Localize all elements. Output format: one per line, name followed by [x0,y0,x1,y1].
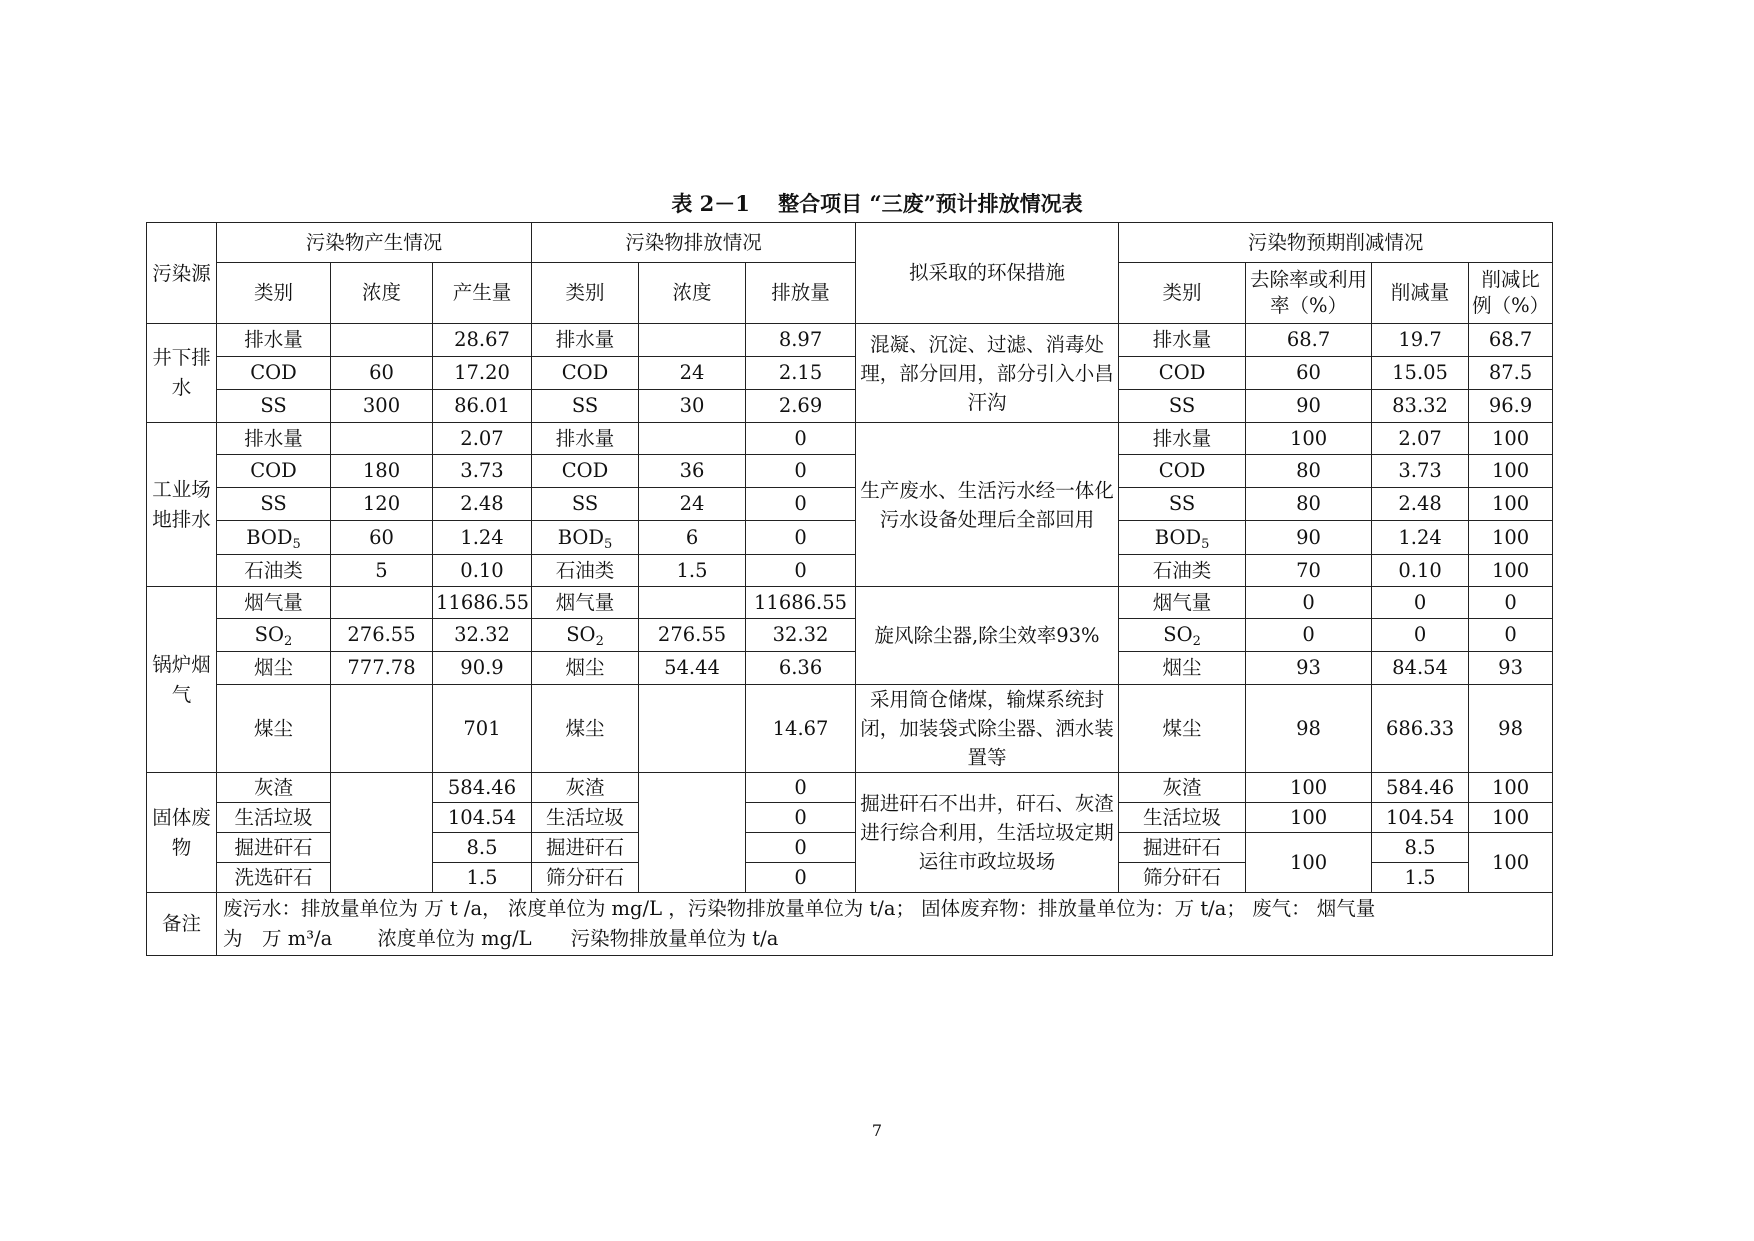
cell: 32.32 [746,619,856,652]
cell: 100 [1469,773,1553,803]
page-number: 7 [871,1121,883,1140]
cell: 1.5 [433,863,532,893]
cell: 104.54 [433,803,532,833]
table-row [147,423,1553,455]
cell [639,324,746,357]
table-row [147,773,1553,803]
cell: 100 [1469,423,1553,455]
emissions-table [146,222,1553,956]
cell-empty [331,773,433,893]
cell: 掘进矸石 [532,833,639,863]
cell: 1.5 [639,555,746,587]
cell: 100 [1469,555,1553,587]
cell: 120 [331,488,433,521]
cell: 93 [1246,652,1372,685]
cell: 排水量 [532,324,639,357]
cell: 煤尘 [217,685,331,773]
cell: 14.67 [746,685,856,773]
remarks-line: 为 万 m³/a 浓度单位为 mg/L 污染物排放量单位为 t/a [223,927,779,950]
measure-industrial: 生产废水、生活污水经一体化污水设备处理后全部回用 [856,423,1119,587]
cell: 68.7 [1246,324,1372,357]
cell: 2.48 [1372,488,1469,521]
table-row [147,455,1553,488]
cell: 排水量 [1119,324,1246,357]
cell: 生活垃圾 [217,803,331,833]
cell: 90 [1246,390,1372,423]
header-reduction-ratio: 削减比例（%） [1469,263,1553,324]
cell: 80 [1246,488,1372,521]
cell: 300 [331,390,433,423]
cell: 276.55 [331,619,433,652]
cell: 煤尘 [1119,685,1246,773]
cell: SS [532,488,639,521]
header-reduction-group: 污染物预期削减情况 [1119,223,1553,263]
cell: 0 [1246,619,1372,652]
cell: 0.10 [433,555,532,587]
header-type: 类别 [532,263,639,324]
cell: 84.54 [1372,652,1469,685]
header-emission-group: 污染物排放情况 [532,223,856,263]
cell: 掘进矸石 [1119,833,1246,863]
cell: 11686.55 [433,587,532,619]
cell: 87.5 [1469,357,1553,390]
cell: 0 [746,423,856,455]
cell: 83.32 [1372,390,1469,423]
remarks-line: 废污水：排放量单位为 万 t /a， 浓度单位为 mg/L ，污染物排放量单位为 t/a； 固体废弃物：排放量单位为：万 t/a； 废气： 烟气量 [223,897,1376,920]
measure-coal-storage: 采用筒仓储煤，输煤系统封闭，加装袋式除尘器、洒水装置等 [856,685,1119,773]
cell: SS [532,390,639,423]
cell: 8.5 [433,833,532,863]
cell: 8.5 [1372,833,1469,863]
cell: 筛分矸石 [1119,863,1246,893]
cell: 15.05 [1372,357,1469,390]
cell [331,587,433,619]
cell: 36 [639,455,746,488]
table-row [147,488,1553,521]
cell: 石油类 [1119,555,1246,587]
cell: 0 [746,803,856,833]
cell: 701 [433,685,532,773]
cell [639,423,746,455]
table-row [147,619,1553,652]
header-concentration: 浓度 [639,263,746,324]
header-row [147,223,1553,263]
cell: 6.36 [746,652,856,685]
cell: 筛分矸石 [532,863,639,893]
cell: 石油类 [532,555,639,587]
cell: 洗选矸石 [217,863,331,893]
cell: COD [532,357,639,390]
cell: 煤尘 [532,685,639,773]
header-type: 类别 [217,263,331,324]
cell: 86.01 [433,390,532,423]
cell: 烟尘 [217,652,331,685]
cell: 0 [746,521,856,555]
table-row [147,587,1553,619]
cell [331,685,433,773]
cell: 584.46 [1372,773,1469,803]
measure-solid: 掘进矸石不出井，矸石、灰渣进行综合利用，生活垃圾定期运往市政垃圾场 [856,773,1119,893]
table-row [147,555,1553,587]
cell: 0 [1372,587,1469,619]
cell: COD [217,455,331,488]
cell: 24 [639,357,746,390]
cell: 100 [1469,833,1553,893]
cell: COD [217,357,331,390]
cell: 0 [746,455,856,488]
cell: 1.24 [433,521,532,555]
cell: 104.54 [1372,803,1469,833]
cell: 96.9 [1469,390,1553,423]
cell: 90 [1246,521,1372,555]
cell: 30 [639,390,746,423]
header-production-group: 污染物产生情况 [217,223,532,263]
header-source: 污染源 [147,223,217,324]
cell: 100 [1246,773,1372,803]
table-title: 表 2－1 整合项目 “三废”预计排放情况表 [671,191,1083,216]
cell: 19.7 [1372,324,1469,357]
cell: 0 [746,773,856,803]
cell: 28.67 [433,324,532,357]
table-row [147,652,1553,685]
header-production-amount: 产生量 [433,263,532,324]
table-row [147,521,1553,555]
cell [331,324,433,357]
cell: 烟气量 [217,587,331,619]
cell: COD [532,455,639,488]
cell [639,587,746,619]
cell: 1.5 [1372,863,1469,893]
header-removal-rate: 去除率或利用率（%） [1246,263,1372,324]
cell: 0 [1246,587,1372,619]
source-solid: 固体废物 [147,773,217,893]
so2-label: $SO_2$ [217,619,331,652]
cell [639,685,746,773]
cell: 2.07 [1372,423,1469,455]
header-measures: 拟采取的环保措施 [856,223,1119,324]
cell: 0 [1469,619,1553,652]
cell: 584.46 [433,773,532,803]
cell: 排水量 [532,423,639,455]
cell: 灰渣 [532,773,639,803]
so2-label: $SO_2$ [532,619,639,652]
bod5-label: $BOD_5$ [1119,521,1246,555]
header-reduction-amount: 削减量 [1372,263,1469,324]
cell: 灰渣 [217,773,331,803]
cell: 276.55 [639,619,746,652]
bod5-label: $BOD_5$ [532,521,639,555]
cell: 2.15 [746,357,856,390]
cell: 0 [746,488,856,521]
cell: 100 [1469,455,1553,488]
cell: 0 [746,555,856,587]
cell: COD [1119,455,1246,488]
measure-cyclone: 旋风除尘器,除尘效率93% [856,587,1119,685]
cell: 98 [1469,685,1553,773]
cell: 生活垃圾 [532,803,639,833]
cell: 100 [1469,803,1553,833]
cell: 686.33 [1372,685,1469,773]
cell: SS [1119,390,1246,423]
source-boiler: 锅炉烟气 [147,587,217,773]
cell: 17.20 [433,357,532,390]
cell: 排水量 [217,423,331,455]
cell: 掘进矸石 [217,833,331,863]
cell: 100 [1469,521,1553,555]
cell: 0 [1372,619,1469,652]
cell [331,423,433,455]
cell: 3.73 [1372,455,1469,488]
cell: 6 [639,521,746,555]
cell: 180 [331,455,433,488]
cell: 70 [1246,555,1372,587]
cell: 68.7 [1469,324,1553,357]
cell: 90.9 [433,652,532,685]
cell: 100 [1246,803,1372,833]
cell: 5 [331,555,433,587]
cell: 8.97 [746,324,856,357]
cell: 60 [1246,357,1372,390]
cell: 98 [1246,685,1372,773]
header-row [147,263,1553,324]
cell: 777.78 [331,652,433,685]
cell: 93 [1469,652,1553,685]
cell: 2.07 [433,423,532,455]
header-type: 类别 [1119,263,1246,324]
cell: 0.10 [1372,555,1469,587]
table-row [147,324,1553,357]
cell: 烟气量 [1119,587,1246,619]
cell: 烟尘 [532,652,639,685]
bod5-label: $BOD_5$ [217,521,331,555]
cell: 60 [331,357,433,390]
cell: 11686.55 [746,587,856,619]
header-concentration: 浓度 [331,263,433,324]
cell: 60 [331,521,433,555]
cell: 2.69 [746,390,856,423]
source-industrial: 工业场地排水 [147,423,217,587]
cell: 石油类 [217,555,331,587]
cell-empty [639,773,746,893]
cell: 54.44 [639,652,746,685]
cell: 3.73 [433,455,532,488]
table-row [147,685,1553,773]
cell: 烟气量 [532,587,639,619]
cell: 100 [1246,833,1372,893]
cell: 排水量 [217,324,331,357]
cell: 生活垃圾 [1119,803,1246,833]
cell: SS [217,488,331,521]
cell: 24 [639,488,746,521]
cell: SS [217,390,331,423]
remarks-text [217,893,1553,956]
cell: 0 [746,833,856,863]
remarks-row [147,893,1553,956]
cell: 100 [1246,423,1372,455]
cell: 1.24 [1372,521,1469,555]
cell: SS [1119,488,1246,521]
cell: COD [1119,357,1246,390]
source-underground: 井下排水 [147,324,217,423]
cell: 灰渣 [1119,773,1246,803]
cell: 排水量 [1119,423,1246,455]
cell: 80 [1246,455,1372,488]
measure-underground: 混凝、沉淀、过滤、消毒处理，部分回用，部分引入小昌汗沟 [856,324,1119,423]
cell: 2.48 [433,488,532,521]
so2-label: $SO_2$ [1119,619,1246,652]
cell: 0 [1469,587,1553,619]
cell: 32.32 [433,619,532,652]
table-row [147,357,1553,390]
table-row [147,390,1553,423]
cell: 0 [746,863,856,893]
cell: 烟尘 [1119,652,1246,685]
cell: 100 [1469,488,1553,521]
remarks-label: 备注 [147,893,217,956]
header-emission-amount: 排放量 [746,263,856,324]
